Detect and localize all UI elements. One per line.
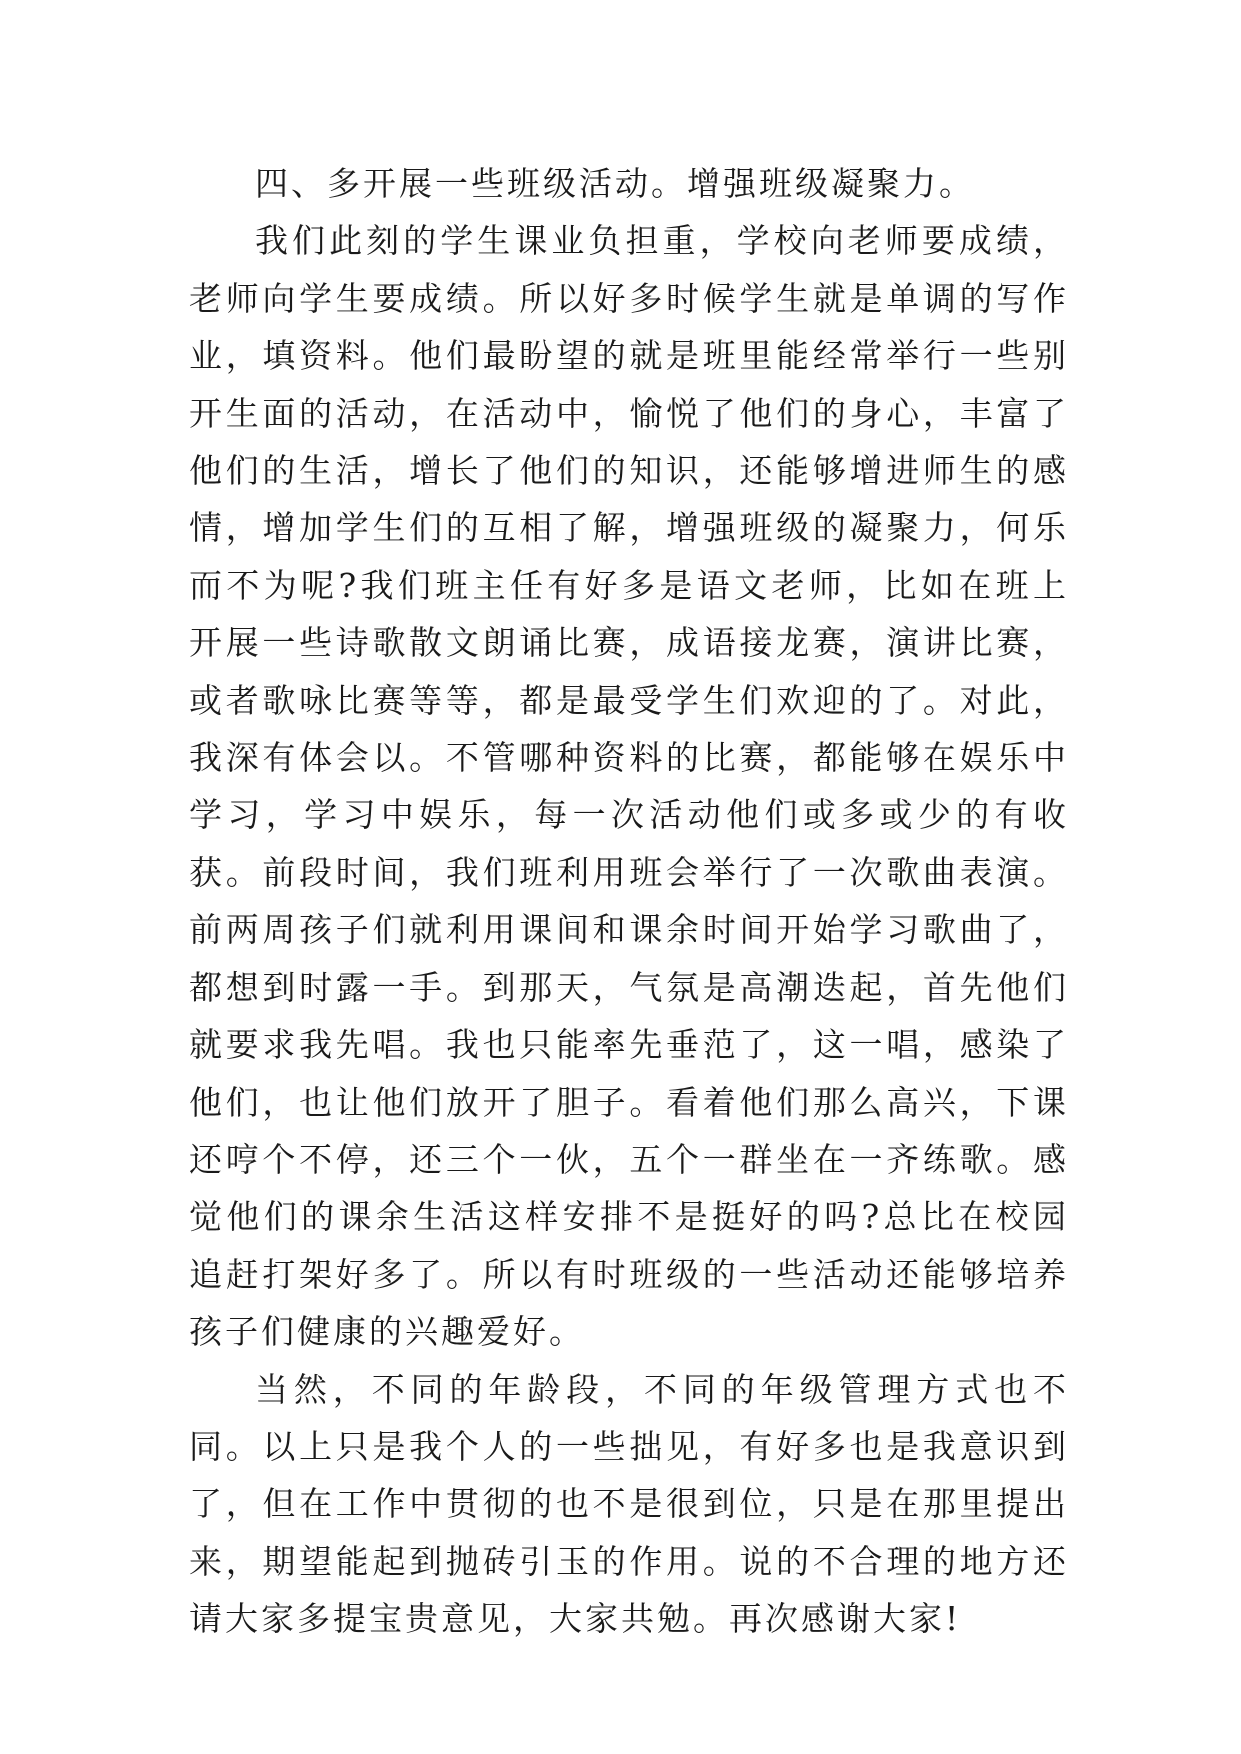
section-heading-paragraph: 四、多开展一些班级活动。增强班级凝聚力。: [255, 164, 975, 203]
body-text: [189, 155, 1069, 1648]
body-paragraph: 我们此刻的学生课业负担重，学校向老师要成绩，老师向学生要成绩。所以好多时候学生就是单调的写作业，填资料。他们最盼望的就是班里能经常举行一些别开生面的活动，在活动中，愉悦了他们的身心，丰富了他们的生活，增长了他们的知识，还能够增进师生的感情，增加学生们的互相了解，增强班级的凝聚力，何乐而不为呢?我们班主任有好多是语文老师，比如在班上开展一些诗歌散文朗诵比赛，成语接龙赛，演讲比赛，或者歌咏比赛等等，都是最受学生们欢迎的了。对此，我深有体会以。不管哪种资料的比赛，都能够在娱乐中学习，学习中娱乐，每一次活动他们或多或少的有收获。前段时间，我们班利用班会举行了一次歌曲表演。前两周孩子们就利用课间和课余时间开始学习歌曲了，都想到时露一手。到那天，气氛是高潮迭起，首先他们就要求我先唱。我也只能率先垂范了，这一唱，感染了他们，也让他们放开了胆子。看着他们那么高兴，下课还哼个不停，还三个一伙，五个一群坐在一齐练歌。感觉他们的课余生活这样安排不是挺好的吗?总比在校园追赶打架好多了。所以有时班级的一些活动还能够培养孩子们健康的兴趣爱好。: [189, 221, 1069, 1352]
closing-paragraph: 当然，不同的年龄段，不同的年级管理方式也不同。以上只是我个人的一些拙见，有好多也是我意识到了，但在工作中贯彻的也不是很到位，只是在那里提出来，期望能起到抛砖引玉的作用。说的不合理的地方还请大家多提宝贵意见，大家共勉。再次感谢大家!: [189, 1369, 1069, 1639]
